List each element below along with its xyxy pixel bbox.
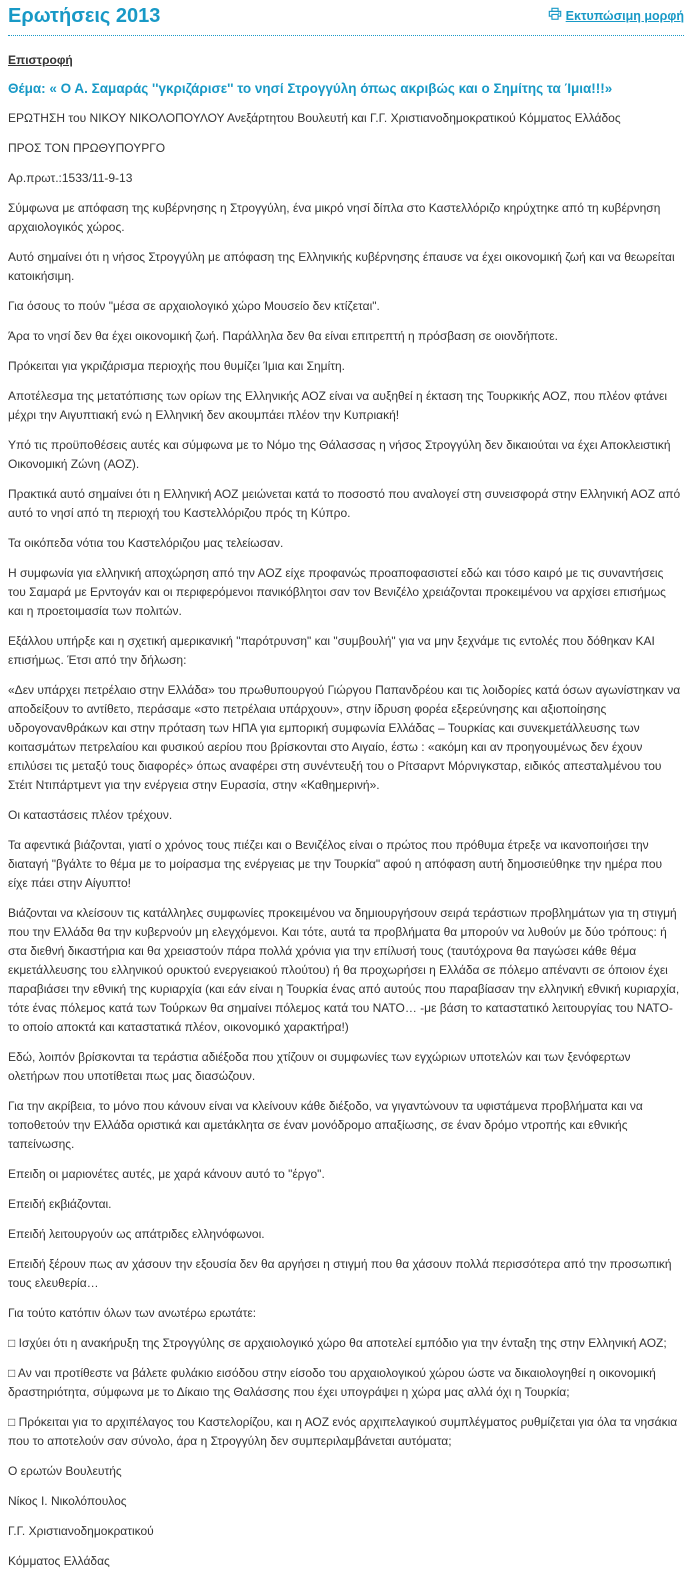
paragraph: Σύμφωνα με απόφαση της κυβέρνησης η Στρογγύλη, ένα μικρό νησί δίπλα στο Καστελλόριζο κηρύχτηκε από τη κυβέρνηση αρχαιολογικός χώρος. [8,201,661,234]
paragraph: Οι καταστάσεις πλέον τρέχουν. [8,808,173,822]
page-title: Ερωτήσεις 2013 [8,5,161,27]
paragraph: Εξάλλου υπήρξε και η σχετική αμερικανική "παρότρυνση" και "συμβουλή" για να μην ξεχνάμε τις εντολές που δόθηκαν ΚΑΙ επισήμως. Έτσι από την δήλωση: [8,634,655,667]
question-item: □ Αν ναι προτίθεστε να βάλετε φυλάκιο εισόδου στην είσοδο του αρχαιολογικού χώρου ώστε να δικαιολογηθεί η οικονομική δραστηριότητα, σύμφωνα με το Δίκαιο της Θαλάσσης που έχει υπογράψει η χώρα μας αλλά όχι η Τουρκία; [8,1366,656,1399]
paragraph: Επειδή λειτουργούν ως απάτριδες ελληνόφωνοι. [8,1227,265,1241]
paragraph: Επειδη οι μαριονέτες αυτές, με χαρά κάνουν αυτό το "έργο". [8,1167,325,1181]
header-dotted-divider [8,35,684,36]
paragraph: Πρόκειται για γκριζάρισμα περιοχής που θυμίζει Ίμια και Σημίτη. [8,359,345,373]
paragraph: Αυτό σημαίνει ότι η νήσος Στρογγύλη με απόφαση της Ελληνικής κυβέρνησης έπαυσε να έχει οικονομική ζωή και να θεωρείται κατοικήσιμη. [8,250,675,283]
paragraph: Επειδή εκβιάζονται. [8,1197,112,1211]
question-item: □ Ισχύει ότι η ανακήρυξη της Στρογγύλης σε αρχαιολογικό χώρο θα αποτελεί εμπόδιο για την ένταξη της στην Ελληνική ΑΟΖ; [8,1336,667,1350]
paragraph: Αρ.πρωτ.:1533/11-9-13 [8,171,133,185]
signature-line: Ο ερωτών Βουλευτής [8,1464,122,1478]
paragraph: «Δεν υπάρχει πετρέλαιο στην Ελλάδα» του πρωθυπουργού Γιώργου Παπανδρέου και τις λοιδορίες κατά όσων αγωνίστηκαν να αποδείξουν το αντίθετο, περάσαμε «στο πετρέλαια υπάρχουν», στην ίδρυση φορέα εξερεύνησης και αξιοποίησης υδρογονανθράκων και στην πρόταση των ΗΠΑ για εμπορική συμφωνία Ελλάδας – Τουρκίας και συνεκμετάλλευσης των κοιτασμάτων πετρελαίου και φυσικού αερίου που βρίσκονται στο Αιγαίο, έστω : «ακόμη και αν προηγουμένως δεν έχουν επιλύσει τις μεταξύ τους διαφορές» όπως αναφέρει στη συνέντευξή του ο Ρίτσαρντ Μόρνιγκσταρ, ειδικός απεσταλμένου του Στέιτ Ντιπάρτμεντ για την ενέργεια στην Ευρασία, στην «Καθημερινή». [8,683,681,792]
paragraph: Αποτέλεσμα της μετατόπισης των ορίων της Ελληνικής ΑΟΖ είναι να αυξηθεί η έκταση της Τουρκικής ΑΟΖ, που πλέον φτάνει μέχρι την Αιγυπτιακή ενώ η Ελληνική δεν ακουμπάει πλέον την Κυπριακή! [8,389,668,422]
paragraph: Άρα το νησί δεν θα έχει οικονομική ζωή. Παράλληλα δεν θα είναι επιτρεπτή η πρόσβαση σε οιονδήποτε. [8,329,558,343]
paragraph: Για τούτο κατόπιν όλων των ανωτέρω ερωτάτε: [8,1306,257,1320]
signature-line: Νίκος Ι. Νικολόπουλος [8,1494,127,1508]
printer-icon [548,7,562,24]
paragraph: Επειδή ξέρουν πως αν χάσουν την εξουσία δεν θα αργήσει η στιγμή που θα χάσουν πολλά περισσότερα από την προσωπική τους ελευθερία… [8,1257,672,1290]
subject-title: Θέμα: « Ο Α. Σαμαράς ''γκριζάρισε'' το νησί Στρογγύλη όπως ακριβώς και ο Σημίτης τα Ίμια!!!» [8,81,613,96]
print-link[interactable] [548,7,684,24]
paragraph: Για όσους το πούν "μέσα σε αρχαιολογικό χώρο Μουσείο δεν κτίζεται". [8,299,380,313]
article-body [8,109,684,1571]
paragraph: Εδώ, λοιπόν βρίσκονται τα τεράστια αδιέξοδα που χτίζουν οι συμφωνίες των εγχώριων υποτελών και των ξενόφερτων ολετήρων που υποτίθεται πως μας διασώζουν. [8,1050,631,1083]
paragraph: Τα αφεντικά βιάζονται, γιατί ο χρόνος τους πιέζει και ο Βενιζέλος είναι ο πρώτος που πρόθυμα έτρεξε να ικανοποιήσει την διαταγή "βγάλτε το θέμα με το μοίρασμα της ενέργειας με την Τουρκία" αφού η απόφαση αυτή δημοσιεύθηκε την ημέρα που είχε πάει στην Αίγυπτο! [8,838,663,890]
back-link[interactable]: Επιστροφή [8,53,73,67]
print-link-label: Εκτυπώσιμη μορφή [565,8,684,23]
paragraph: Η συμφωνία για ελληνική αποχώρηση από την ΑΟΖ είχε προφανώς προαποφασιστεί εδώ και τόσο καιρό με τις συναντήσεις του Σαμαρά με Ερντογάν και οι περιφερόμενοι πανικόβλητοι σαν τον Βενιζέλο χρειάζονται προκειμένου να αρχίσει επισήμως και η προετοιμασία των πολιτών. [8,566,666,618]
paragraph: Πρακτικά αυτό σημαίνει ότι η Ελληνική ΑΟΖ μειώνεται κατά το ποσοστό που αναλογεί στη συνεισφορά στην Ελληνική ΑΟΖ από αυτό το νησί από τη περιοχή του Καστελλόριζου πρός τη Κύπρο. [8,487,681,520]
paragraph: Υπό τις προϋποθέσεις αυτές και σύμφωνα με το Νόμο της Θάλασσας η νήσος Στρογγύλη δεν δικαιούται να έχει Αποκλειστική Οικονομική Ζώνη (ΑΟΖ). [8,438,671,471]
paragraph: Τα οικόπεδα νότια του Καστελόριζου μας τελείωσαν. [8,536,284,550]
question-item: □ Πρόκειται για το αρχιπέλαγος του Καστελορίζου, και η ΑΟΖ ενός αρχιπελαγικού συμπλέγματος ρυθμίζεται για όλα τα νησάκια που το αποτελούν σαν σύνολο, άρα η Στρογγύλη δεν συμπεριλαμβάνεται αυτόματα; [8,1415,678,1448]
paragraph: Για την ακρίβεια, το μόνο που κάνουν είναι να κλείνουν κάθε διέξοδο, να γιγαντώνουν τα υφιστάμενα προβλήματα και να τοποθετούν την Ελλάδα οριστικά και αμετάκλητα σε έναν μονόδρομο απαξίωσης, σε έναν δρόμο ντροπής και εθνικής ταπείνωσης. [8,1099,643,1151]
paragraph: ΠΡΟΣ ΤΟΝ ΠΡΩΘΥΠΟΥΡΓΟ [8,141,166,155]
page-header [8,3,684,29]
signature-line: Γ.Γ. Χριστιανοδημοκρατικού [8,1524,154,1538]
paragraph: Βιάζονται να κλείσουν τις κατάλληλες συμφωνίες προκειμένου να δημιουργήσουν σειρά τεράστιων προβλημάτων για τη στιγμή που την Ελλάδα θα την κυβερνούν μη ελεγχόμενοι. Και τότε, αυτά τα προβλήματα θα μπορούν να λυθούν με δύο τρόπους: ή στα διεθνή δικαστήρια και θα χρειαστούν πάρα πολλά χρόνια για την επίλυσή τους (ταυτόχρονα θα παγώσει κάθε θέμα εκμετάλλευσης του ελληνικού ορυκτού ενεργειακού πλούτου) ή θα προχωρήσει η Ελλάδα σε πόλεμο απέναντι σε όποιον έχει παραβιάσει την εθνική της κυριαρχία (και εάν είναι η Τουρκία ένας από αυτούς που παραβίασαν την ελληνική εθνική κυριαρχία, τότε ένας πόλεμος κατά των Τούρκων θα σημαίνει πόλεμος κατά του ΝΑΤΟ… -με βάση το καταστατικό λειτουργίας του ΝΑΤΟ- το οποίο αποκτά και καταστατικά πλέον, οικονομικό χαρακτήρα!) [8,906,680,1034]
signature-line: Κόμματος Ελλάδας [8,1554,110,1568]
paragraph: ΕΡΩΤΗΣΗ του ΝΙΚΟΥ ΝΙΚΟΛΟΠΟΥΛΟΥ Ανεξάρτητου Βουλευτή και Γ.Γ. Χριστιανοδημοκρατικού Κόμματος Ελλάδος [8,111,621,125]
